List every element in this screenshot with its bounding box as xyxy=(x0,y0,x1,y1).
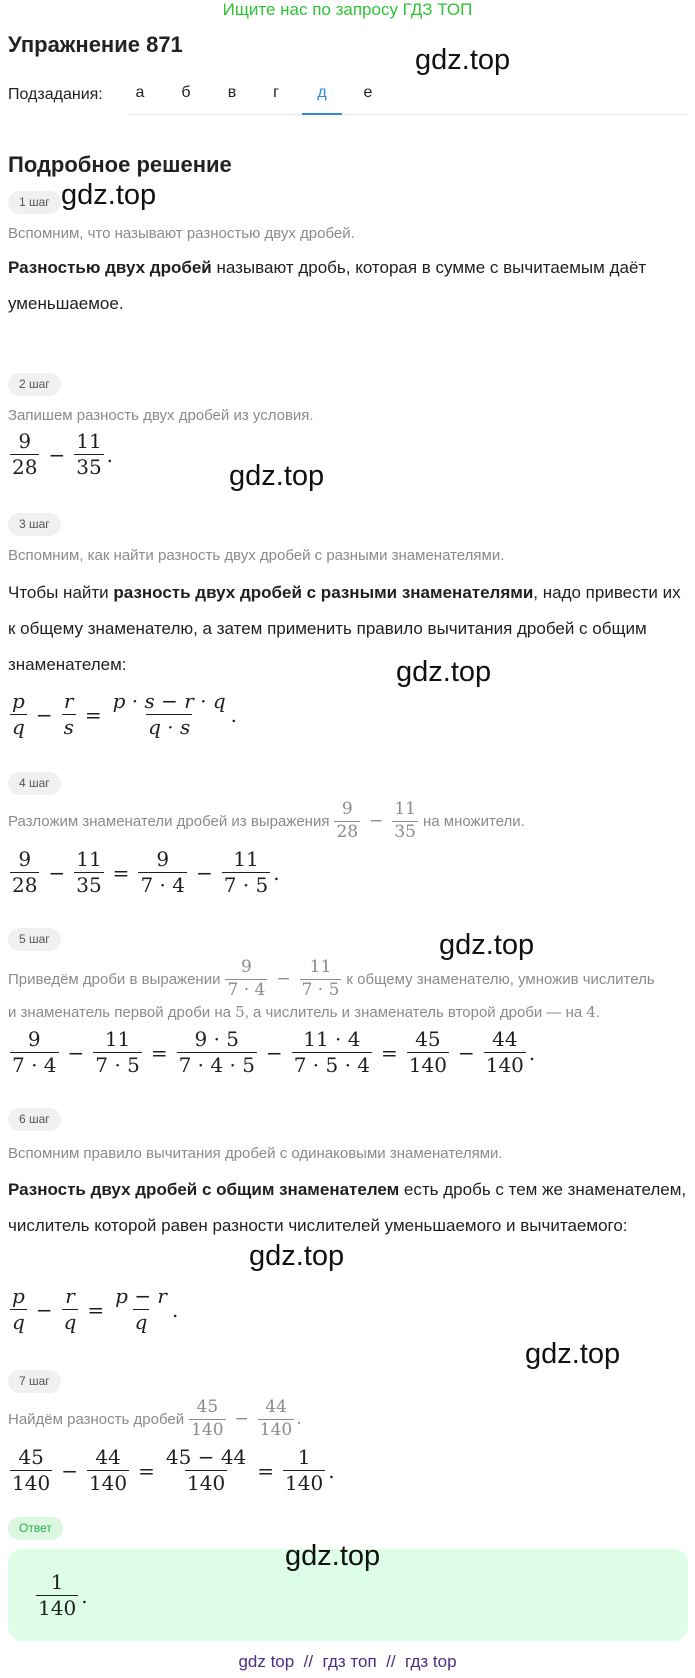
subtasks-label: Подзадания: xyxy=(8,86,103,103)
section-title: Подробное решение xyxy=(8,152,232,177)
step-badge: 1 шаг xyxy=(8,191,61,214)
watermark: gdz.top xyxy=(61,179,157,211)
step-hint: Приведём дроби в выражении $\frac{9}{7 \cdot 4}$ − $\frac{11}{7 \cdot 5}$ к общему знаменателю, умножив числитель xyxy=(8,957,655,1000)
math-expression: $\frac{9}{28}$ − $\frac{11}{35}$ = $\frac{9}{7 \cdot 4}$ − $\frac{11}{7 \cdot 5}$ . xyxy=(12,847,280,897)
step-hint: Вспомним, что называют разностью двух дробей. xyxy=(8,225,355,242)
watermark: gdz.top xyxy=(439,929,535,961)
fraction: $\frac{9}{28}$ xyxy=(12,429,38,479)
answer-value: $\frac{1}{140}$ . xyxy=(38,1570,88,1620)
fraction: $\frac{11}{35}$ xyxy=(76,429,102,479)
tab-b[interactable]: б xyxy=(181,84,191,101)
step-badge: 5 шаг xyxy=(8,928,61,951)
step-hint: Найдём разность дробей $\frac{45}{140}$ − $\frac{44}{140}$ . xyxy=(8,1397,302,1440)
watermark: gdz.top xyxy=(229,460,325,492)
step-text: Разность двух дробей с общим знаменателем есть дробь с тем же знаменателем, числитель которой равен разности числителей уменьшаемого и вычитаемого: xyxy=(8,1180,687,1235)
tab-d-active[interactable]: д xyxy=(302,84,342,115)
step-hint: Вспомним, как найти разность двух дробей с разными знаменателями. xyxy=(8,547,505,564)
step-badge: 3 шаг xyxy=(8,513,61,536)
footer-links[interactable]: gdz top // гдз топ // гдз top xyxy=(238,1652,457,1671)
step-badge: 6 шаг xyxy=(8,1108,61,1131)
term-bold: Разностью двух дробей xyxy=(8,258,212,277)
tab-e[interactable]: е xyxy=(363,84,373,101)
step-text xyxy=(8,250,688,322)
math-formula: $\frac{p}{q}$ − $\frac{r}{q}$ = $\frac{p - r}{q}$ . xyxy=(12,1284,179,1334)
definition-text: называют дробь, которая в сумме с вычитаемым даёт уменьшаемое. xyxy=(8,258,647,313)
step-hint: Запишем разность двух дробей из условия. xyxy=(8,407,314,424)
step-badge: 2 шаг xyxy=(8,373,61,396)
tab-a[interactable]: а xyxy=(135,84,145,101)
step-hint-line2: и знаменатель первой дроби на 5, а числитель и знаменатель второй дроби — на 4. xyxy=(8,1003,601,1021)
math-expression: $\frac{9}{28}$ − $\frac{11}{35}$ . xyxy=(12,429,114,479)
subtask-tabs xyxy=(128,84,688,115)
watermark: gdz.top xyxy=(396,656,492,688)
step-hint: Вспомним правило вычитания дробей с одинаковыми знаменателями. xyxy=(8,1145,503,1162)
step-badge: 7 шаг xyxy=(8,1370,61,1393)
math-formula: $\frac{p}{q}$ − $\frac{r}{s}$ = $\frac{p \cdot s - r \cdot q}{q \cdot s}$ . xyxy=(12,689,238,739)
answer-badge: Ответ xyxy=(8,1517,63,1540)
watermark: gdz.top xyxy=(525,1338,621,1370)
search-banner: Ищите нас по запросу ГДЗ ТОП xyxy=(222,0,473,19)
watermark: gdz.top xyxy=(285,1540,381,1572)
term-bold: разность двух дробей с разными знаменателями xyxy=(113,583,534,602)
term-bold: Разность двух дробей с общим знаменателем xyxy=(8,1180,400,1199)
page-title: Упражнение 871 xyxy=(8,32,183,57)
watermark: gdz.top xyxy=(249,1240,345,1272)
tab-g[interactable]: г xyxy=(273,84,279,101)
watermark: gdz.top xyxy=(415,44,511,76)
math-expression: $\frac{9}{7 \cdot 4}$ − $\frac{11}{7 \cdot 5}$ = $\frac{9 \cdot 5}{7 \cdot 4 \cdot 5}$ − $\frac{11 \cdot 4}{7 \cdot 5 \cdot 4}$ = $\frac{45}{140}$ − $\frac{44}{140}$ . xyxy=(12,1027,536,1077)
math-expression: $\frac{45}{140}$ − $\frac{44}{140}$ = $\frac{45 - 44}{140}$ = $\frac{1}{140}$ . xyxy=(12,1445,335,1495)
step-text: Чтобы найти разность двух дробей с разными знаменателями, надо привести их к общему знаменателю, а затем применить правило вычитания дробей с общим знаменателем: xyxy=(8,583,681,674)
step-hint: Разложим знаменатели дробей из выражения $\frac{9}{28}$ − $\frac{11}{35}$ на множители. xyxy=(8,799,525,842)
step-badge: 4 шаг xyxy=(8,772,61,795)
tab-v[interactable]: в xyxy=(227,84,237,101)
